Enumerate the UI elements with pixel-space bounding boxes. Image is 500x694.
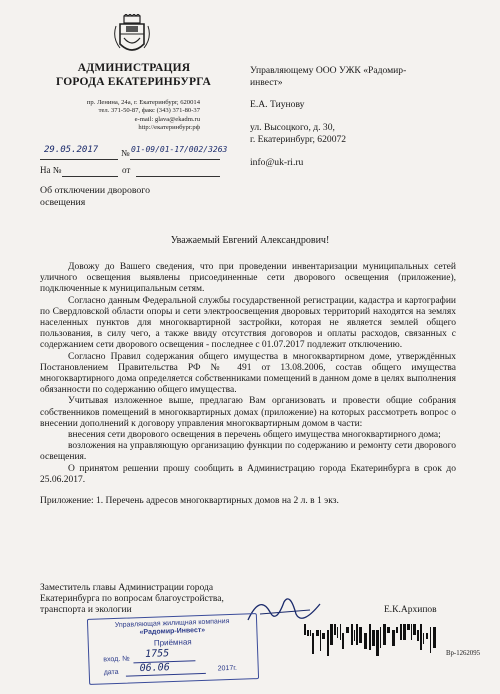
org-address: пр. Ленина, 24а, г. Екатеринбург, 620014 (86, 99, 200, 106)
stamp-date-underline (126, 673, 206, 677)
signatory-line2: Екатеринбурга по вопросам благоустройства, (40, 594, 224, 604)
paragraph-2: Согласно данным Федеральной службы государственной регистрации, кадастра и картографии по Свердловской области опоры и сети электроосвещения дворовых территорий находятся на землях населенных пунктов для многоквартирной застройки, которая не является землей общего пользования, в силу чего, а также ввиду отсутствия договоров и оплаты расходов, связанных с содержанием сети дворового освещения - последнее с 01.07.2017 подлежит отключению. (40, 295, 456, 351)
recipient-name: Е.А. Тиунову (250, 99, 305, 110)
recipient-email: info@uk-ri.ru (250, 157, 304, 168)
recipient-address-line1: ул. Высоцкого, д. 30, (250, 122, 335, 133)
signatory-name: Е.К.Архипов (384, 605, 437, 615)
letter-body (40, 262, 456, 507)
stamp-date-value: 06.06 (139, 662, 170, 675)
recipient-address-line2: г. Екатеринбург, 620072 (250, 134, 347, 145)
ot-underline (136, 164, 220, 177)
na-underline (62, 164, 118, 177)
reception-stamp (87, 613, 259, 685)
subject (40, 185, 200, 209)
stamp-line2: «Радомир-Инвест» (139, 626, 206, 637)
stamp-year: 2017г. (217, 664, 238, 673)
paragraph-5: внесения сети дворового освещения в перечень общего имущества многоквартирного дома; (68, 430, 441, 441)
registration-number: 01-09/01-17/002/3263 (131, 145, 228, 154)
barcode (304, 624, 436, 662)
signatory-line1: Заместитель главы Администрации города (40, 583, 214, 593)
org-name-line1: АДМИНИСТРАЦИЯ (77, 62, 191, 74)
org-name-line2: ГОРОДА ЕКАТЕРИНБУРГА (56, 76, 211, 88)
org-phone: тел. 371-50-87, факс (343) 371-80-37 (98, 107, 200, 114)
recipient-title-line1: Управляющему ООО УЖК «Радомир- (250, 65, 407, 76)
stamp-line1: Управляющая жилищная компания (114, 618, 230, 630)
paragraph-7: О принятом решении прошу сообщить в Администрацию города Екатеринбурга в срок до 25.06.2017. (40, 463, 456, 485)
number-label: № (121, 148, 130, 158)
paragraph-4: Учитывая изложенное выше, предлагаю Вам организовать и провести общие собрания собственников помещений в многоквартирных домах (приложение) на которых рассмотреть вопрос о внесении дополнений к договору управления многоквартирным домом в части: (40, 396, 456, 429)
paragraph-6: возложения на управляющую организацию функции по содержанию и ремонту сети дворового освещения. (40, 441, 456, 463)
subject-line1: Об отключении дворового (40, 185, 150, 196)
subject-line2: освещения (40, 197, 86, 208)
greeting: Уважаемый Евгений Александрович! (170, 235, 330, 246)
org-email: e-mail: glava@ekadm.ru (134, 116, 200, 123)
paragraph-1: Довожу до Вашего сведения, что при проведении инвентаризации муниципальных сетей уличного освещения выявлены присоединенные сети дворового освещения (приложение), подключенные к муниципальным сетям. (40, 262, 456, 295)
stamp-date-label: дата (103, 668, 119, 677)
paragraph-3: Согласно Правил содержания общего имущества в многоквартирном доме, утверждённых Постановлением Правительства РФ № 491 от 13.08.2006, состав общего имущества многоквартирного дома определяется собственниками помещений в данном доме в целях выполнения обязанности по содержанию общего имущества. (40, 351, 456, 396)
city-coat-of-arms (112, 14, 152, 60)
signatory-line3: транспорта и экологии (40, 605, 132, 615)
stamp-line3: Приёмная (153, 637, 192, 648)
registration-date: 29.05.2017 (44, 145, 99, 155)
attachment-line: Приложение: 1. Перечень адресов многоквартирных домов на 2 л. в 1 экз. (40, 496, 339, 507)
na-label: На № (40, 165, 62, 175)
org-website: http://екатеринбург.рф (138, 124, 200, 131)
stamp-in-number: 1755 (144, 648, 170, 660)
stamp-in-label: вход. № (103, 655, 130, 664)
reference-code: Вр-1262095 (446, 650, 480, 657)
ot-label: от (122, 165, 131, 175)
signatory-block (40, 583, 224, 616)
recipient-title-line2: инвест» (250, 77, 283, 88)
